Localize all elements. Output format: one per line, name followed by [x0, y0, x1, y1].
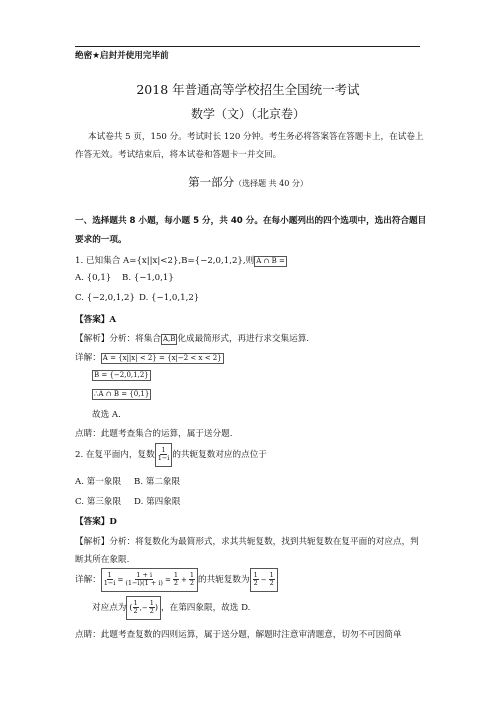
q2-d-eq1: =: [117, 575, 124, 584]
q2-stem-post: 的共轭复数对应的点位于: [172, 450, 267, 460]
q2-frac-num: 1: [161, 446, 166, 454]
q1-option-a: A. {0,1}: [75, 273, 112, 283]
part1-title: 第一部分: [188, 175, 235, 189]
q2-d-f3-den: 2: [173, 579, 178, 587]
part1-note: （选择题 共 40 分）: [234, 179, 308, 188]
q1-detail-row-2: [92, 370, 151, 381]
q1-detail-formula-3: ∴A ∩ B = {0,1}: [94, 390, 150, 398]
q1-detail-row-1: [75, 351, 224, 364]
q2-analysis-line-2: 断其所在象限.: [75, 555, 130, 565]
exam-title: 2018 年普通高等学校招生全国统一考试: [136, 82, 360, 97]
q2-d-f4-den: 2: [189, 579, 194, 587]
q2-d-f3-num: 1: [173, 571, 178, 579]
q2-point-box: ( $\frac{1}{2}$ ,− $\frac{1}{2}$ ): [126, 596, 161, 620]
q2-d-f6-den: 2: [269, 579, 274, 587]
q1-comment: 点睛：此题考查集合的运算，属于送分题.: [75, 429, 233, 439]
q2-option-d: D. 第四象限: [134, 497, 181, 507]
q2-point-pre: 对应点为: [92, 603, 127, 613]
q2-conjugate-box: $\frac{1}{2}$ − $\frac{1}{2}$: [250, 568, 278, 592]
confidential-label: 绝密★启封并使用完毕前: [75, 51, 169, 61]
q1-answer: 【答案】A: [75, 315, 117, 325]
q1-option-b: B. {−1,0,1}: [122, 273, 174, 283]
q2-detail-formula-box: [101, 568, 198, 592]
q2-d-f2-den: (1−i)(1 + i): [125, 579, 163, 587]
q2-frac-den: 1−i: [157, 454, 170, 462]
section1-line-1: 一、选择题共 8 小题，每小题 5 分，共 40 分。在每小题列出的四个选项中，选出符合题目: [75, 216, 427, 226]
q1-analysis-post: 化成最简形式，再进行求交集运算.: [177, 334, 310, 344]
q1-detail-formula-1: A = {x||x| < 2} = {x|−2 < x < 2}: [102, 354, 222, 362]
q2-option-a: A. 第一象限: [75, 477, 122, 487]
q2-d-mid: 的共轭复数为: [197, 575, 250, 585]
part1-heading: [0, 174, 496, 190]
q2-p-f1-den: 2: [133, 607, 138, 615]
q2-d-eq2: =: [164, 575, 171, 584]
q2-p-f1-num: 1: [133, 599, 138, 607]
q1-stem: [75, 254, 287, 267]
q2-option-c: C. 第三象限: [75, 497, 122, 507]
header-rule: [75, 46, 420, 47]
q2-p-f2-num: 1: [149, 599, 154, 607]
intro-line-1: 本试卷共 5 页，150 分。考试时长 120 分钟。考生务必将答案答在答题卡上，在试卷上: [88, 132, 424, 142]
q2-d-f4-num: 1: [189, 571, 194, 579]
q2-detail-label: 详解：: [75, 575, 101, 585]
q2-d-f5-num: 1: [253, 571, 258, 579]
q2-stem-pre: 2. 在复平面内，复数: [75, 450, 155, 460]
q2-d-f1-den: 1−i: [103, 579, 116, 587]
q2-d-f1-num: 1: [107, 571, 112, 579]
q1-detail-formula-2: B = {−2,0,1,2}: [94, 371, 149, 379]
q2-comment: 点睛：此题考查复数的四则运算，属于送分题，解题时注意审清题意，切勿不可因简单: [75, 630, 402, 640]
subject-label: 数学（文）: [190, 107, 251, 121]
q2-d-plus: +: [180, 575, 187, 584]
q1-analysis: [75, 332, 309, 345]
q1-analysis-pre: 【解析】分析：将集合: [75, 334, 161, 344]
q1-detail-row-3: [92, 389, 151, 400]
q1-option-d: D. {−1,0,1,2}: [139, 293, 200, 303]
q2-stem-fraction: [155, 443, 173, 467]
intro-line-2: 作答无效。考试结束后，将本试卷和答题卡一并交回。: [75, 150, 282, 160]
q2-d-f2-num: 1 + i: [136, 571, 153, 579]
region-label: （北京卷）: [251, 107, 306, 121]
q2-answer: 【答案】D: [75, 517, 117, 527]
exam-subtitle: [0, 105, 496, 122]
q2-d-f5-den: 2: [253, 579, 258, 587]
section1-line-2: 要求的一项。: [75, 235, 127, 245]
q2-point-row: [92, 594, 250, 622]
q1-conclusion: 故选 A.: [92, 410, 121, 420]
q1-analysis-box: A,B: [162, 335, 176, 343]
q2-d-f6-num: 1: [269, 571, 274, 579]
q2-analysis-line-1: 【解析】分析：将复数化为最简形式，求其共轭复数，找到共轭复数在复平面的对应点，判: [75, 537, 419, 547]
q1-detail-label: 详解：: [75, 353, 101, 363]
q2-point-post: ，在第四象限，故选 D.: [161, 603, 251, 613]
q2-stem: [75, 441, 267, 469]
q2-option-b: B. 第二象限: [134, 477, 181, 487]
q1-option-c: C. {−2,0,1,2}: [75, 293, 135, 303]
q2-p-f2-den: 2: [149, 607, 154, 615]
q1-stem-text: 1. 已知集合 A={x||x|<2},B={−2,0,1,2},则: [75, 256, 255, 266]
q1-stem-formula-box: A ∩ B =: [256, 257, 285, 265]
q2-detail-row: [75, 566, 278, 594]
